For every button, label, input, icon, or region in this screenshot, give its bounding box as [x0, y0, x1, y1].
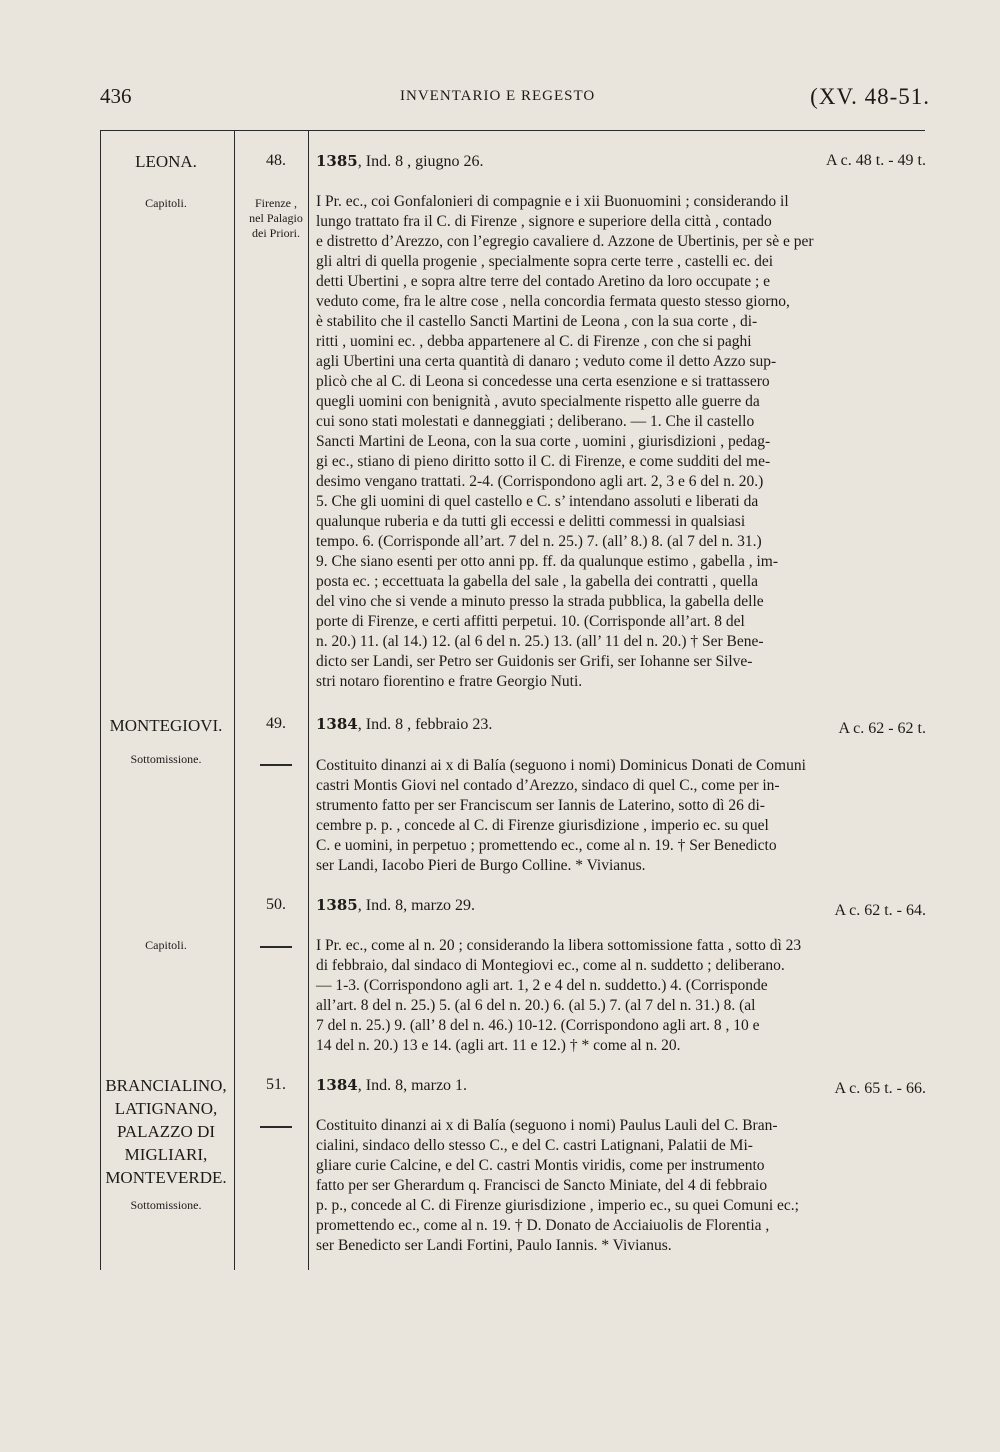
- entry-51: [100, 1074, 930, 1274]
- archive-reference: A c. 62 - 62 t.: [838, 720, 926, 737]
- entry-body: Costituito dinanzi ai x di Balía (seguono i nomi) Dominicus Donati de Comuni castri Montis Giovi nel contado d’Arezzo, sindaco di quel C., come per in- strumento fatto per ser Franciscum ser Iannis de Laterino, sotto dì 26 di- cembre p. p. , concede al C. di Firenze giurisdizione , imperio ec. su quel C. e uomini, in perpetuo ; promettendo ec., come al n. 19. † Ser Benedicto ser Landi, Iacobo Pieri de Burgo Colline. * Vivianus.: [316, 757, 806, 874]
- entry-date: 1384, Ind. 8 , febbraio 23.: [316, 715, 493, 733]
- no-location-dash: [260, 1126, 292, 1128]
- entry-year: 1384: [316, 715, 358, 733]
- entry-date: 1384, Ind. 8, marzo 1.: [316, 1076, 468, 1094]
- archive-reference: A c. 48 t. - 49 t.: [826, 152, 926, 169]
- running-title: INVENTARIO E REGESTO: [400, 88, 596, 104]
- archive-reference: A c. 65 t. - 66.: [834, 1080, 926, 1097]
- entry-date: 1385, Ind. 8, marzo 29.: [316, 896, 476, 914]
- no-location-dash: [260, 946, 292, 948]
- entry-49: [100, 714, 930, 884]
- entry-date: 1385, Ind. 8 , giugno 26.: [316, 152, 484, 170]
- section-reference: (XV. 48-51.: [810, 84, 930, 109]
- entry-number: 49.: [266, 715, 286, 732]
- header-rule: [100, 130, 925, 131]
- entry-body: I Pr. ec., come al n. 20 ; considerando la libera sottomissione fatta , sotto dì 23 di febbraio, dal sindaco di Montegiovi ec., come al n. suddetto ; deliberano. — 1-3. (Corrispondono agli art. 1, 2 e 4 del n. suddetto.) 4. (Corrisponde all’art. 8 del n. 25.) 5. (al 6 del n. 20.) 6. (al 5.) 7. (al 7 del n. 31.) 8. (al 7 del n. 25.) 9. (all’ 8 del n. 46.) 10-12. (Corrispondono agli art. 8 , 10 e 14 del n. 20.) 13 e 14. (agli art. 11 e 12.) † * come al n. 20.: [316, 937, 802, 1054]
- entry-body: I Pr. ec., coi Gonfalonieri di compagnie e i xii Buonuomini ; considerando il lungo trattato fra il C. di Firenze , signore e superiore della città , contado e distretto d’Arezzo, con l’egregio cavaliere d. Azzone de Ubertinis, per sè e per gli altri di quella progenie , specialmente sopra certe terre , castelli ec. dei detti Ubertini , e sopra altre terre del contado Aretino da loro occupate ; e veduto come, fra le altre cose , nella concordia fermata questo stesso giorno, è stabilito che il castello Sancti Martini de Leona , con la sua corte , di- ritti , uomini ec. , debba appartenere al C. di Firenze , con che si paghi agli Ubertini una certa quantità di danaro ; veduto come il detto Azzo sup- plicò che al C. di Leona si concedesse una certa esenzione e si trattassero quegli uomini con benignità , avuto specialmente rispetto alle guerre da cui sono stati molestati e danneggiati ; deliberano. — 1. Che il castello Sancti Martini de Leona, con la sua corte , uomini , giurisdizioni , pedag- gi ec., stiano di pieno diritto sotto il C. di Firenze, e come sudditi del me- desimo vengano trattati. 2-4. (Corrispondono agli art. 2, 3 e 6 del n. 20.) 5. Che gli uomini di quel castello e C. s’ intendano assoluti e liberati da qualunque ruberia e da tutti gli eccessi e delitti commessi in qualsiasi tempo. 6. (Corrisponde all’art. 7 del n. 25.) 7. (all’ 8.) 8. (al 7 del n. 31.) 9. Che siano esenti per otto anni pp. ff. da qualunque estimo , gabella , im- posta ec. ; eccettuata la gabella del sale , la gabella dei contratti , quella del vino che si vende a minuto presso la strada pubblica, la gabella delle porte di Firenze, e certi affitti perpetui. 10. (Corrisponde all’art. 8 del n. 20.) 11. (al 14.) 12. (al 6 del n. 25.) 13. (all’ 11 del n. 20.) † Ser Bene- dicto ser Landi, ser Petro ser Guidonis ser Grifi, ser Iohanne ser Silve- stri notaro fiorentino e fratre Georgio Nuti.: [316, 193, 814, 690]
- page-header: [100, 84, 930, 118]
- entry-year: 1385: [316, 152, 358, 170]
- entry-body: Costituito dinanzi ai x di Balía (seguono i nomi) Paulus Lauli del C. Bran- cialini, sindaco dello stesso C., e del C. castri Latignani, Palatii de Mi- gliare curie Calcine, e del C. castri Montis viridis, come per instrumento fatto per ser Gherardum q. Francisci de Sancto Miniate, del 4 di febbraio p. p., concede al C. di Firenze giurisdizione , imperio ec., su quei Comuni ec.; promettendo ec., come al n. 19. † D. Donato de Acciaiuolis de Florentia , ser Benedicto ser Landi Fortini, Paulo Iannis. * Vivianus.: [316, 1117, 799, 1254]
- document-category: Capitoli.: [145, 938, 187, 952]
- archive-reference: A c. 62 t. - 64.: [834, 902, 926, 919]
- document-category: Sottomissione.: [130, 1198, 202, 1212]
- document-category: Sottomissione.: [130, 752, 202, 766]
- entry-number: 50.: [266, 896, 286, 913]
- entry-location: Firenze , nel Palagio dei Priori.: [249, 196, 303, 240]
- entry-number: 48.: [266, 152, 286, 169]
- page-number: 436: [100, 84, 132, 108]
- entry-year: 1384: [316, 1076, 358, 1094]
- document-category: Capitoli.: [145, 196, 187, 210]
- entry-year: 1385: [316, 896, 358, 914]
- place-name: BRANCIALINO, LATIGNANO, PALAZZO DI MIGLIARI, MONTEVERDE.: [105, 1076, 227, 1187]
- no-location-dash: [260, 764, 292, 766]
- place-name: LEONA.: [135, 152, 197, 171]
- entry-number: 51.: [266, 1076, 286, 1093]
- entry-50: [100, 896, 930, 1056]
- entry-48: [100, 150, 930, 710]
- place-name: MONTEGIOVI.: [109, 716, 223, 735]
